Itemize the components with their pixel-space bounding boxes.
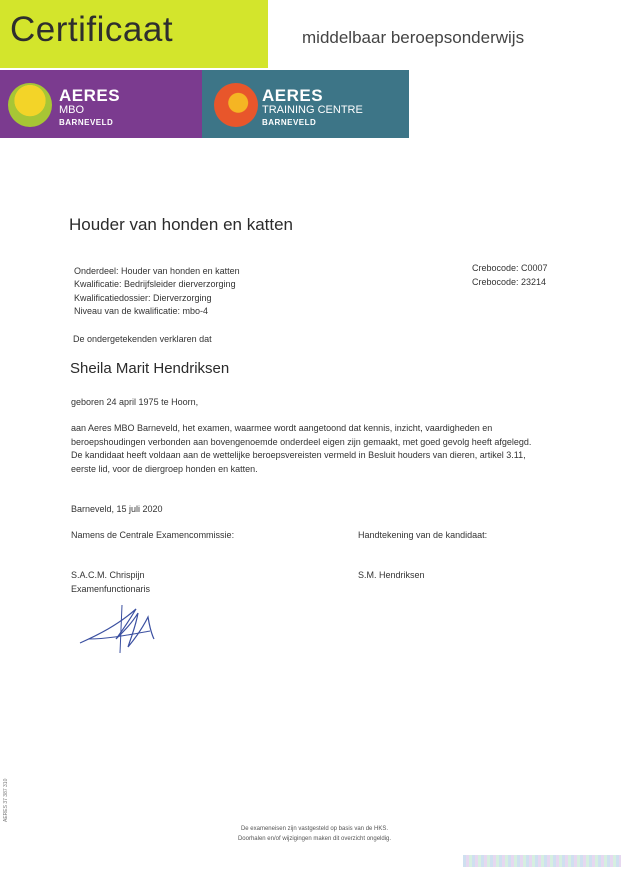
logo-left-line2: MBO [59, 104, 85, 116]
detail-niveau: Niveau van de kwalificatie: mbo-4 [74, 306, 209, 316]
certificate-subtitle: middelbaar beroepsonderwijs [302, 28, 525, 47]
crebocode-2: Crebocode: 23214 [472, 277, 547, 287]
detail-onderdeel: Onderdeel: Houder van honden en katten [74, 266, 240, 276]
logo-right-line2: TRAINING CENTRE [262, 104, 363, 116]
logo-right-line1: AERES [262, 86, 324, 105]
logo-left-line1: AERES [59, 86, 121, 105]
logo-left-line3: BARNEVELD [59, 118, 114, 127]
candidate-name: Sheila Marit Hendriksen [70, 360, 230, 377]
place-date: Barneveld, 15 juli 2020 [71, 504, 163, 514]
birth-info: geboren 24 april 1975 te Hoorn, [71, 397, 199, 407]
footer-line-1: De exameneisen zijn vastgesteld op basis van de HKS. [240, 826, 389, 832]
security-stripe [463, 855, 621, 867]
footer-line-2: Doorhalen en/of wijzigingen maken dit overzicht ongeldig. [237, 836, 392, 842]
detail-kwalificatiedossier: Kwalificatiedossier: Dierverzorging [74, 293, 212, 303]
examiner-name: S.A.C.M. Chrispijn [71, 570, 145, 580]
certificate-title: Certificaat [10, 10, 174, 49]
logo-right-line3: BARNEVELD [262, 118, 317, 127]
declaration-text: De ondergetekenden verklaren dat [73, 334, 212, 344]
certificate-body-text: aan Aeres MBO Barneveld, het examen, waarmee wordt aangetoond dat kennis, inzicht, vaardigheden en beroepshoudingen verbonden aan bovengenoemde onderdeel eigen zijn gemaakt, met goed gevolg heeft afgelegd. De kandidaat heeft voldaan aan de wettelijke beroepsvereisten vermeld in Besluit houders van dieren, artikel 3.11, eerste lid, voor de diergroep honden en katten. [71, 423, 532, 474]
detail-kwalificatie: Kwalificatie: Bedrijfsleider dierverzorging [74, 279, 236, 289]
examiner-signature [78, 595, 158, 657]
qualification-title: Houder van honden en katten [69, 215, 294, 234]
commission-heading: Namens de Centrale Examencommissie: [71, 530, 235, 540]
document-serial: AERES 37 387 310 [3, 778, 9, 822]
aeres-mbo-circle-icon [8, 83, 52, 127]
examiner-role: Examenfunctionaris [71, 584, 151, 594]
aeres-training-circle-icon [214, 83, 258, 127]
candidate-signature-heading: Handtekening van de kandidaat: [358, 530, 488, 540]
candidate-signature-name: S.M. Hendriksen [358, 570, 425, 580]
crebocode-1: Crebocode: C0007 [472, 263, 548, 273]
